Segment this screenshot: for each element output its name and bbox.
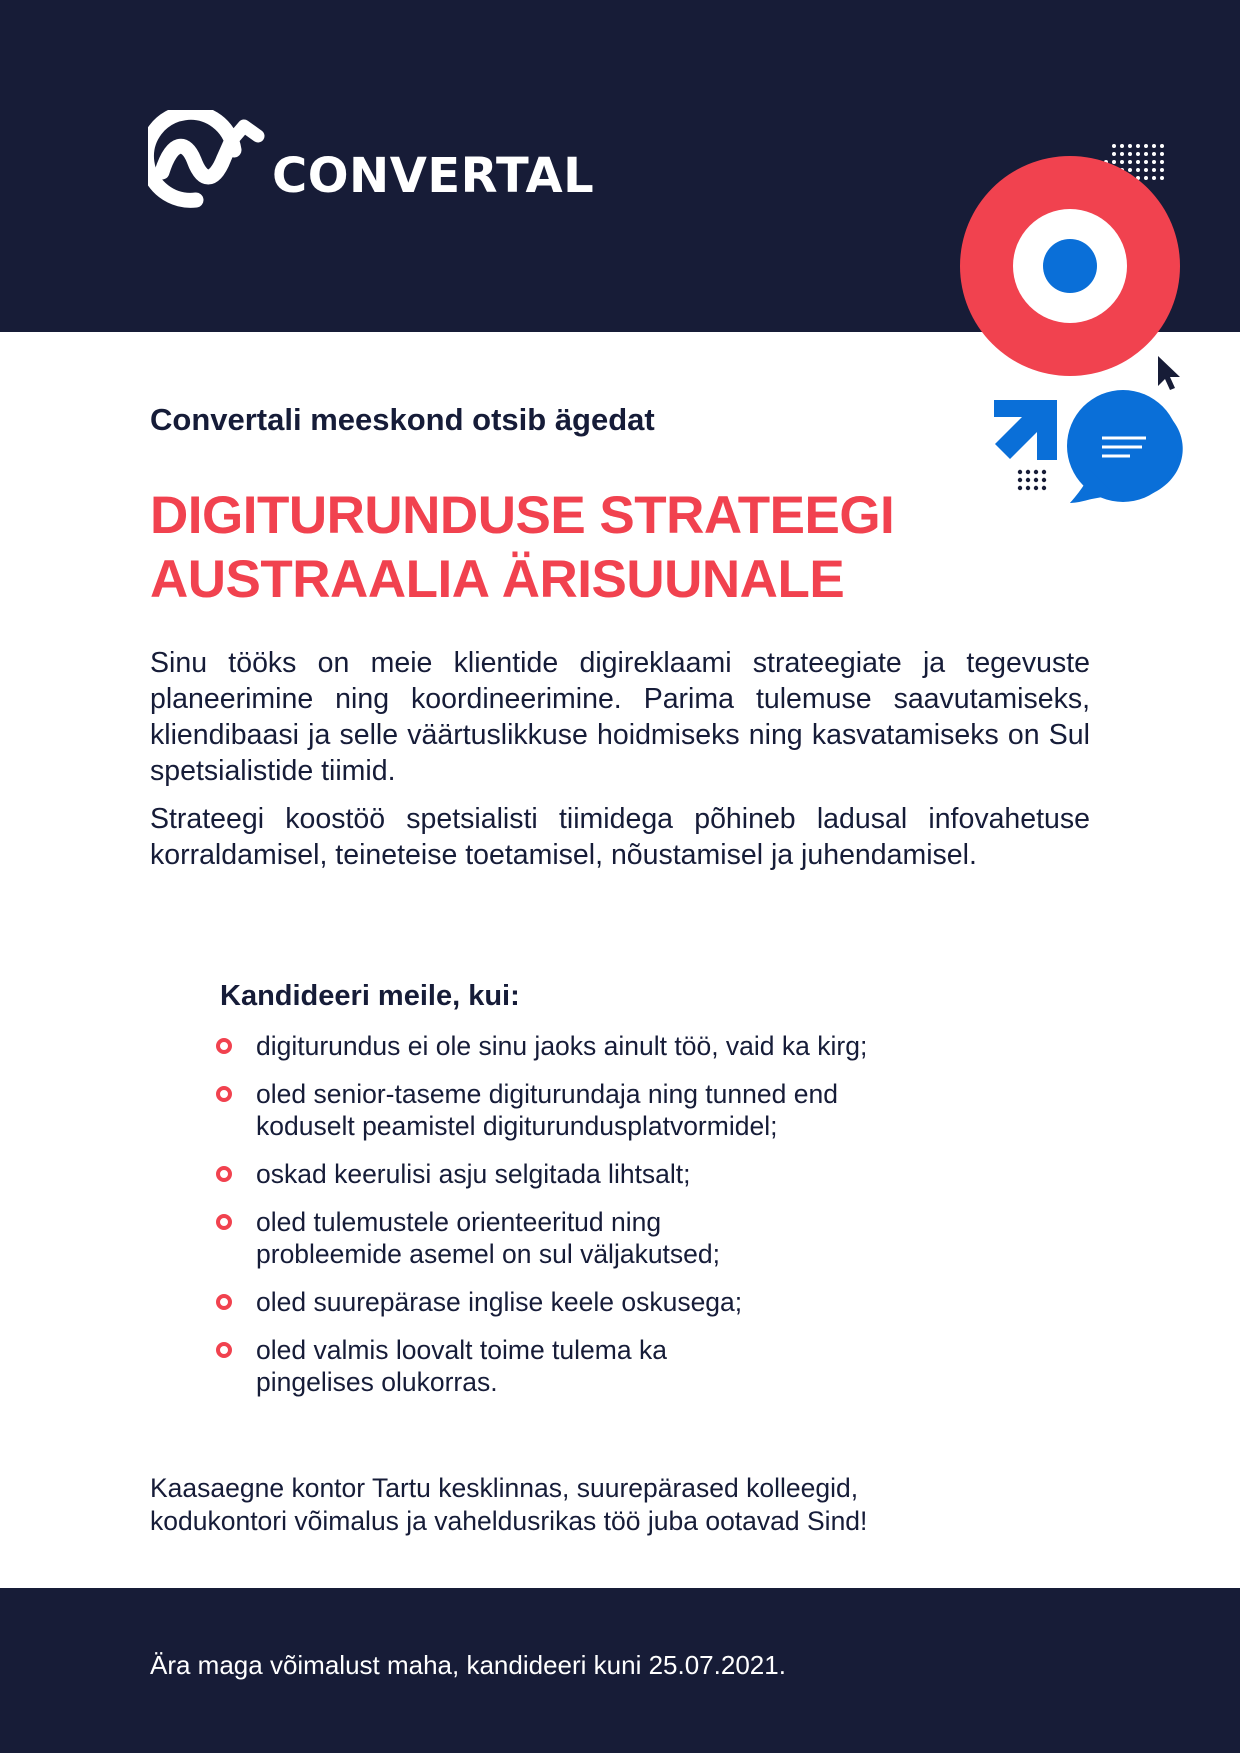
closing-line-1: Kaasaegne kontor Tartu kesklinnas, suurepärased kolleegid, [150, 1473, 859, 1503]
arrow-up-right-icon [994, 400, 1057, 460]
small-dot-grid-icon [1018, 470, 1046, 490]
description-paragraph-2: Strateegi koostöö spetsialisti tiimidega põhineb ladusal infovahetuse korraldamisel, teineteise toetamisel, nõustamisel ja juhendamisel. [150, 803, 1090, 871]
bullet-ring-icon [216, 1342, 232, 1358]
chat-bubble-icon [1067, 390, 1183, 503]
closing-line-2: kodukontori võimalus ja vaheldusrikas töö juba ootavad Sind! [150, 1506, 868, 1536]
list-item: oled tulemustele orienteeritud ning probleemide asemel on sul väljakutsed; [216, 1206, 1016, 1270]
description-paragraph-1: Sinu tööks on meie klientide digireklaami strateegiate ja tegevuste planeerimine ning koordineerimine. Parima tulemuse saavutamiseks, kliendibaasi ja selle väärtuslikkuse hoidmiseks ning kasvatamiseks on Sul spetsialistide tiimid. [150, 647, 1090, 787]
cursor-icon [1158, 356, 1180, 390]
list-item: oled senior-taseme digiturundaja ning tunned end koduselt peamistel digiturundusplatvormidel; [216, 1078, 1016, 1142]
convertal-logo-mark-icon [148, 110, 268, 210]
list-item: oled suurepärase inglise keele oskusega; [216, 1286, 1016, 1318]
list-item: digiturundus ei ole sinu jaoks ainult töö, vaid ka kirg; [216, 1030, 1016, 1062]
job-title-line-2: AUSTRAALIA ÄRISUUNALE [150, 550, 845, 609]
bullet-ring-icon [216, 1214, 232, 1230]
bullet-ring-icon [216, 1294, 232, 1310]
bullet-ring-icon [216, 1038, 232, 1054]
list-item: oled valmis loovalt toime tulema ka pingelises olukorras. [216, 1334, 1016, 1398]
footer-band [0, 1588, 1240, 1753]
closing-text [150, 1472, 1050, 1538]
logo-wordmark: CONVERTAL [272, 148, 595, 204]
requirements-list [216, 1030, 1016, 1414]
posting-intro: Convertali meeskond otsib ägedat [150, 402, 655, 437]
job-title [150, 484, 970, 612]
convertal-logo [148, 110, 608, 215]
job-title-line-1: DIGITURUNDUSE STRATEEGI [150, 486, 895, 545]
bullet-ring-icon [216, 1166, 232, 1182]
decoration-graphic [940, 130, 1220, 510]
deadline-text: Ära maga võimalust maha, kandideeri kuni 25.07.2021. [150, 1650, 786, 1680]
requirements-heading: Kandideeri meile, kui: [220, 980, 520, 1012]
list-item: oskad keerulisi asju selgitada lihtsalt; [216, 1158, 1016, 1190]
job-description [150, 645, 1090, 885]
bullet-ring-icon [216, 1086, 232, 1102]
target-icon [960, 156, 1180, 376]
